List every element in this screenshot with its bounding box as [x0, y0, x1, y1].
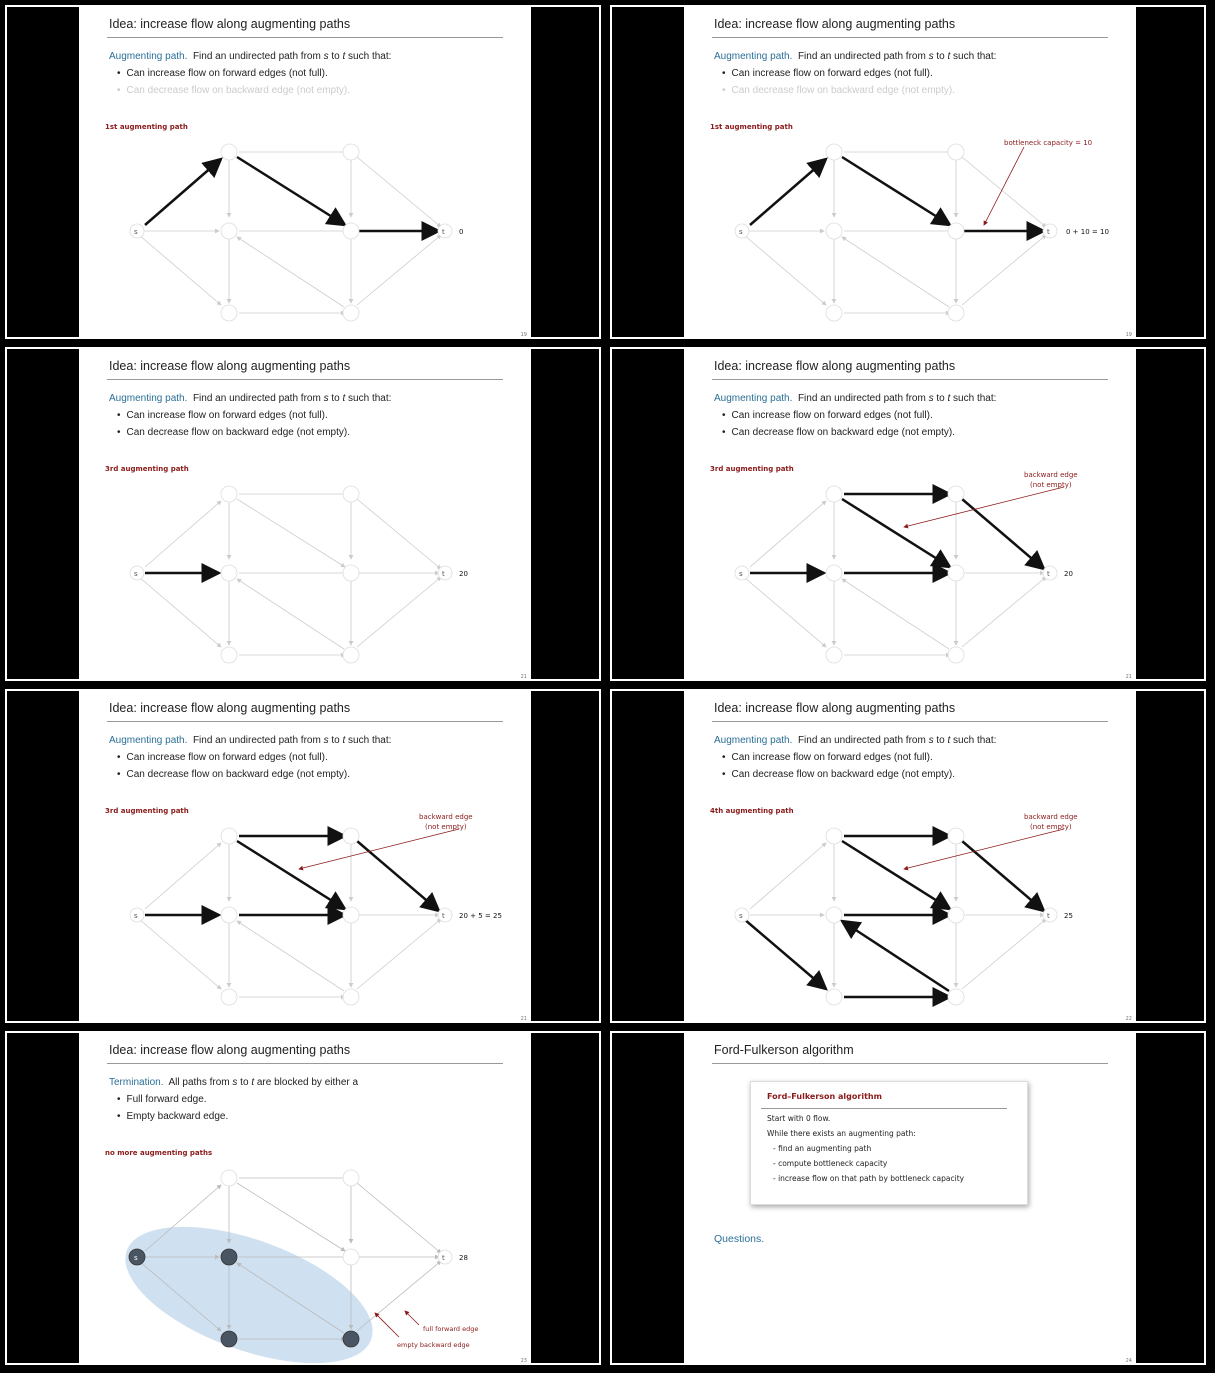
letterbox-right: [527, 349, 599, 679]
node-s-label: s: [739, 228, 743, 236]
slide: [684, 7, 1136, 339]
bullet-full-forward: • Full forward edge.: [117, 1094, 228, 1111]
page-number: 23: [520, 1358, 527, 1364]
lead-term: Augmenting path.: [109, 51, 188, 62]
lead-part: such that:: [345, 51, 392, 62]
lead-term: Augmenting path.: [714, 51, 793, 62]
algorithm-line: - increase flow on that path by bottleneck capacity: [773, 1174, 965, 1183]
bullet-backward: • Can decrease flow on backward edge (not empty).: [117, 427, 350, 444]
graph-caption: 3rd augmenting path: [710, 465, 794, 473]
bullet-backward: • Can decrease flow on backward edge (not empty).: [117, 85, 350, 102]
lead-term: Augmenting path.: [109, 735, 188, 746]
slide-title: Idea: increase flow along augmenting paths: [109, 1043, 351, 1057]
bullet-forward: • Can increase flow on forward edges (not full).: [722, 68, 955, 85]
lead-s: s: [323, 393, 329, 404]
graph-caption: 1st augmenting path: [710, 123, 793, 131]
lead-term: Augmenting path.: [714, 735, 793, 746]
slide-panel-5: [5, 689, 601, 1023]
bullet-backward: • Can decrease flow on backward edge (not empty).: [722, 427, 955, 444]
lead-part: Find an undirected path from: [192, 393, 324, 404]
slide-panel-7: [5, 1031, 601, 1365]
lead-s: s: [928, 51, 934, 62]
bullet-backward: • Can decrease flow on backward edge (not empty).: [117, 769, 350, 786]
bullet-empty-backward: • Empty backward edge.: [117, 1111, 228, 1128]
letterbox-right: [527, 1033, 599, 1363]
node-t-label: t: [442, 1254, 445, 1262]
slide: [79, 1033, 531, 1365]
page-number: 22: [1125, 1016, 1132, 1022]
annotation-line-2: (not empty): [1030, 481, 1072, 489]
node-s-label: s: [739, 570, 743, 578]
page-number: 21: [520, 674, 527, 680]
slide-panel-2: [610, 5, 1206, 339]
node-s-label: s: [134, 912, 138, 920]
page-number: 19: [1125, 332, 1132, 338]
algorithm-box-title: Ford–Fulkerson algorithm: [767, 1092, 882, 1101]
lead-t: t: [251, 1077, 255, 1088]
lead-t: t: [947, 735, 951, 746]
node-t-label: t: [442, 228, 445, 236]
bullet-forward: • Can increase flow on forward edges (not full).: [722, 752, 955, 769]
slide-panel-1: [5, 5, 601, 339]
lead-part: to: [328, 393, 343, 404]
page-number: 24: [1125, 1358, 1132, 1364]
lead-term: Augmenting path.: [109, 393, 188, 404]
lead-part: to: [237, 1077, 252, 1088]
lead-part: Find an undirected path from: [797, 393, 929, 404]
lead-part: such that:: [950, 393, 997, 404]
flow-value: 28: [459, 1254, 468, 1262]
lead-term: Augmenting path.: [714, 393, 793, 404]
lead-part: to: [933, 51, 948, 62]
lead-s: s: [232, 1077, 238, 1088]
flow-value: 20: [459, 570, 468, 578]
slide: [79, 7, 531, 339]
slide-title: Idea: increase flow along augmenting paths: [714, 17, 956, 31]
lead-part: such that:: [950, 51, 997, 62]
lead-part: to: [328, 735, 343, 746]
lead-part: to: [328, 51, 343, 62]
node-t-label: t: [1047, 912, 1050, 920]
lead-t: t: [342, 393, 346, 404]
letterbox-left: [612, 691, 684, 1021]
lead-term: Termination.: [109, 1077, 164, 1088]
lead-part: to: [933, 735, 948, 746]
annotation-line-2: (not empty): [425, 823, 467, 831]
lead-part: Find an undirected path from: [192, 51, 324, 62]
letterbox-right: [527, 7, 599, 337]
slide-title: Idea: increase flow along augmenting paths: [109, 701, 351, 715]
annotation-line-2: (not empty): [1030, 823, 1072, 831]
algorithm-box-rule: [761, 1108, 1007, 1109]
slide: [684, 691, 1136, 1023]
algorithm-line: - compute bottleneck capacity: [773, 1159, 888, 1168]
slide: [79, 691, 531, 1023]
flow-value: 0: [459, 228, 464, 236]
lead-part: to: [933, 393, 948, 404]
flow-network: [79, 691, 531, 1023]
slide-title: Idea: increase flow along augmenting paths: [109, 359, 351, 373]
letterbox-left: [612, 1033, 684, 1363]
slide-panel-6: [610, 689, 1206, 1023]
letterbox-right: [1132, 1033, 1204, 1363]
node-s-label: s: [739, 912, 743, 920]
letterbox-right: [1132, 7, 1204, 337]
node-t-label: t: [1047, 570, 1050, 578]
bottleneck-annotation: bottleneck capacity = 10: [1004, 139, 1093, 147]
slide-title: Ford-Fulkerson algorithm: [714, 1043, 854, 1057]
lead-s: s: [323, 51, 329, 62]
flow-value: 25: [1064, 912, 1073, 920]
node-t-label: t: [1047, 228, 1050, 236]
bullet-forward: • Can increase flow on forward edges (not full).: [117, 410, 350, 427]
slide-panel-3: [5, 347, 601, 681]
slide-panel-4: [610, 347, 1206, 681]
slide-title: Idea: increase flow along augmenting paths: [714, 359, 956, 373]
letterbox-right: [1132, 691, 1204, 1021]
algorithm-line: While there exists an augmenting path:: [767, 1129, 916, 1138]
lead-t: t: [947, 51, 951, 62]
lead-part: such that:: [345, 735, 392, 746]
lead-part: such that:: [345, 393, 392, 404]
lead-s: s: [323, 735, 329, 746]
label-empty-backward: empty backward edge: [397, 1341, 470, 1349]
slide-title: Idea: increase flow along augmenting paths: [109, 17, 351, 31]
graph-caption: 3rd augmenting path: [105, 807, 189, 815]
lead-s: s: [928, 393, 934, 404]
lead-part: All paths from: [168, 1077, 233, 1088]
algorithm-box: [750, 1081, 1028, 1205]
graph-caption: no more augmenting paths: [105, 1149, 213, 1157]
slide-title: Idea: increase flow along augmenting paths: [714, 701, 956, 715]
lead-part: Find an undirected path from: [797, 51, 929, 62]
slide: [684, 349, 1136, 681]
algorithm-line: Start with 0 flow.: [767, 1114, 831, 1123]
node-t-label: t: [442, 570, 445, 578]
letterbox-right: [1132, 349, 1204, 679]
bullet-backward: • Can decrease flow on backward edge (not empty).: [722, 85, 955, 102]
letterbox-left: [7, 7, 79, 337]
bullet-forward: • Can increase flow on forward edges (not full).: [722, 410, 955, 427]
node-s-label: s: [134, 570, 138, 578]
lead-part: Find an undirected path from: [797, 735, 929, 746]
lead-part: such that:: [950, 735, 997, 746]
graph-caption: 1st augmenting path: [105, 123, 188, 131]
algorithm-line: - find an augmenting path: [773, 1144, 872, 1153]
letterbox-right: [527, 691, 599, 1021]
lead-t: t: [342, 51, 346, 62]
letterbox-left: [7, 1033, 79, 1363]
flow-network: [684, 691, 1136, 1023]
lead-t: t: [342, 735, 346, 746]
annotation-line-1: backward edge: [1024, 471, 1078, 479]
bullet-forward: • Can increase flow on forward edges (not full).: [117, 752, 350, 769]
lead-s: s: [928, 735, 934, 746]
title-rule: [712, 1063, 1108, 1064]
letterbox-left: [7, 691, 79, 1021]
lead-t: t: [947, 393, 951, 404]
flow-network: [684, 7, 1136, 339]
bullet-backward: • Can decrease flow on backward edge (not empty).: [722, 769, 955, 786]
graph-caption: 4th augmenting path: [710, 807, 794, 815]
flow-network: [79, 1033, 531, 1365]
node-s-label: s: [134, 1254, 138, 1262]
slide-panel-8: [610, 1031, 1206, 1365]
flow-value: 20: [1064, 570, 1073, 578]
flow-network: [79, 7, 531, 339]
flow-network: [79, 349, 531, 681]
node-s-label: s: [134, 228, 138, 236]
questions-text: Questions.: [714, 1233, 765, 1245]
label-full-forward: full forward edge: [423, 1325, 479, 1333]
annotation-line-1: backward edge: [419, 813, 473, 821]
page-number: 21: [520, 1016, 527, 1022]
slide: [684, 1033, 1136, 1365]
bullet-forward: • Can increase flow on forward edges (not full).: [117, 68, 350, 85]
annotation-line-1: backward edge: [1024, 813, 1078, 821]
letterbox-left: [7, 349, 79, 679]
flow-value: 20 + 5 = 25: [459, 912, 502, 920]
slide: [79, 349, 531, 681]
flow-network: [684, 349, 1136, 681]
flow-value: 0 + 10 = 10: [1066, 228, 1109, 236]
page-number: 21: [1125, 674, 1132, 680]
lead-part: Find an undirected path from: [192, 735, 324, 746]
lead-part: are blocked by either a: [254, 1077, 359, 1088]
graph-caption: 3rd augmenting path: [105, 465, 189, 473]
letterbox-left: [612, 349, 684, 679]
letterbox-left: [612, 7, 684, 337]
node-t-label: t: [442, 912, 445, 920]
page-number: 19: [520, 332, 527, 338]
